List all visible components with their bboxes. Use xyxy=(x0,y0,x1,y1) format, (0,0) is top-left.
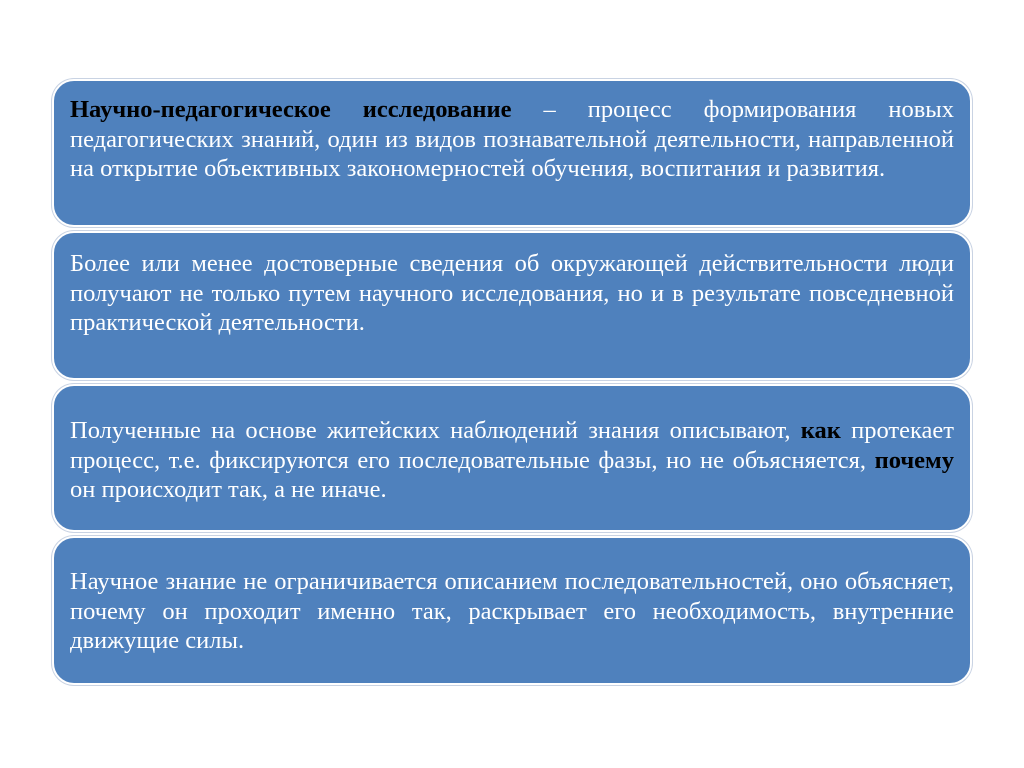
definition-block xyxy=(52,79,972,227)
definition-paragraph xyxy=(70,95,954,184)
everyday-knowledge-text: Более или менее достоверные сведения об окружающей действительности люди получают не только путем научного исследования, но и в результате повседневной практической деятельности. xyxy=(70,250,954,336)
observation-knowledge-paragraph xyxy=(70,416,954,505)
observation-knowledge-block xyxy=(52,384,972,532)
definition-text: – процесс формирования новых педагогических знаний, один из видов познавательной деятельности, направленной на открытие объективных закономерностей обучения, воспитания и развития. xyxy=(70,96,954,182)
observation-text-before: Полученные на основе житейских наблюдений знания описывают, xyxy=(70,417,801,444)
everyday-knowledge-block xyxy=(52,231,972,380)
emphasis-how: как xyxy=(800,417,841,444)
emphasis-why: почему xyxy=(874,446,954,474)
scientific-knowledge-text: Научное знание не ограничивается описанием последовательностей, оно объясняет, почему он проходит именно так, раскрывает его необходимость, внутренние движущие силы. xyxy=(70,568,954,654)
observation-text-middle: протекает процесс, т.е. фиксируются его последовательные фазы, но не объясняется, xyxy=(70,417,955,474)
definition-term: Научно-педагогическое исследование xyxy=(70,96,512,123)
scientific-knowledge-block xyxy=(52,536,972,685)
observation-text-after: он происходит так, а не иначе. xyxy=(70,476,387,503)
